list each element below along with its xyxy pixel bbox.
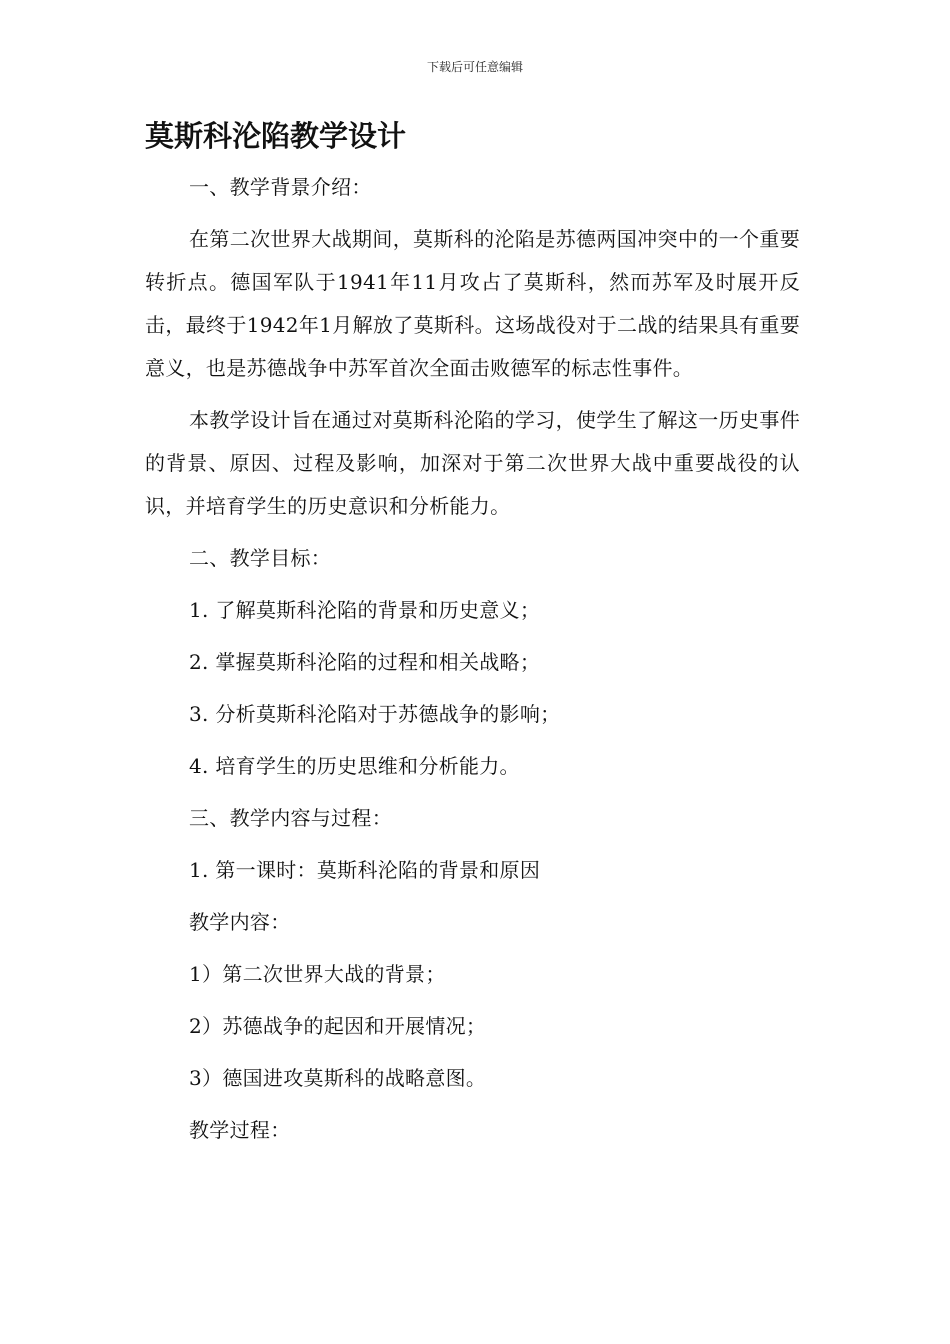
document-body [145,166,800,1161]
paragraph-purpose: 本教学设计旨在通过对莫斯科沦陷的学习，使学生了解这一历史事件的背景、原因、过程及影响，加深对于第二次世界大战中重要战役的认识，并培育学生的历史意识和分析能力。 [145,408,800,518]
section-heading-objectives: 二、教学目标： [189,546,332,570]
objective-item: 4. 培育学生的历史思维和分析能力。 [189,754,520,778]
section-heading-content: 三、教学内容与过程： [189,806,392,830]
page-header-note: 下载后可任意编辑 [426,60,523,74]
lesson-title: 1. 第一课时：莫斯科沦陷的背景和原因 [189,858,541,882]
content-item: 1）第二次世界大战的背景； [189,962,446,986]
objective-item: 3. 分析莫斯科沦陷对于苏德战争的影响； [189,702,561,726]
paragraph-background: 在第二次世界大战期间，莫斯科的沦陷是苏德两国冲突中的一个重要转折点。德国军队于1941年11月攻占了莫斯科，然而苏军及时展开反击，最终于1942年1月解放了莫斯科。这场战役对于二战的结果具有重要意义，也是苏德战争中苏军首次全面击败德军的标志性事件。 [145,227,800,380]
document-title: 莫斯科沦陷教学设计 [145,119,407,153]
section-heading-background: 一、教学背景介绍： [189,175,372,199]
content-label: 教学内容： [189,910,291,934]
process-label: 教学过程： [189,1118,291,1142]
content-item: 3）德国进攻莫斯科的战略意图。 [189,1066,487,1090]
objective-item: 1. 了解莫斯科沦陷的背景和历史意义； [189,598,541,622]
objective-item: 2. 掌握莫斯科沦陷的过程和相关战略； [189,650,541,674]
content-item: 2）苏德战争的起因和开展情况； [189,1014,487,1038]
